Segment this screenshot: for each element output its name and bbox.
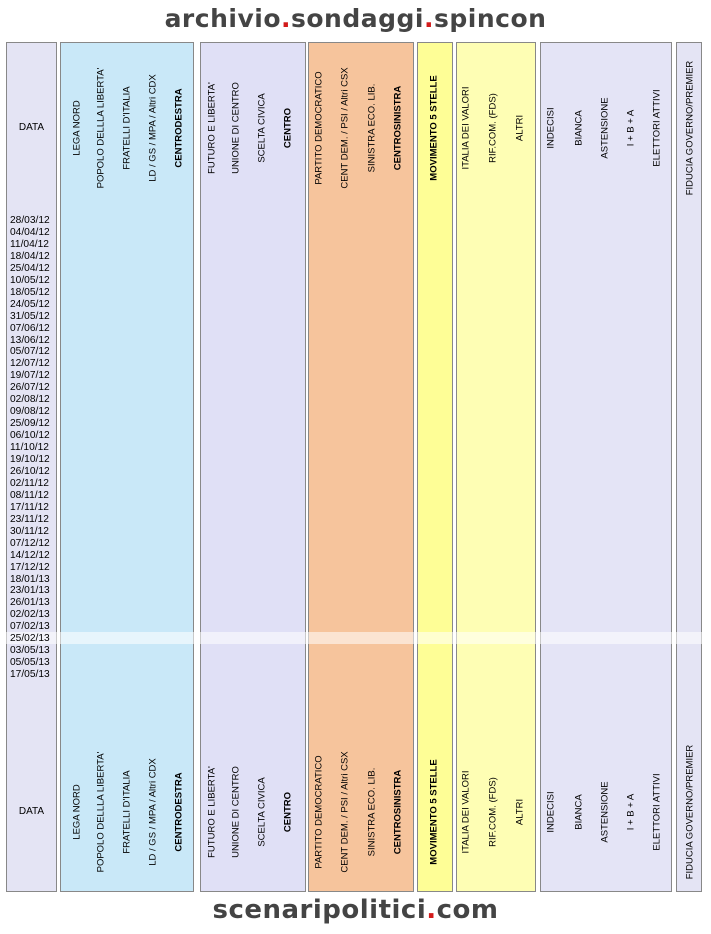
row-date: 04/04/12: [10, 226, 50, 238]
election-row-highlight: [6, 632, 702, 644]
bottom-header-csx: CENTROSINISTRA: [392, 769, 404, 855]
top-header-cen: CENTRO: [282, 107, 294, 149]
row-date: 25/04/12: [10, 262, 50, 274]
top-header-csx: CENTROSINISTRA: [392, 85, 404, 171]
bottom-header-ld: LD / GS / MPA / Altri CDX: [147, 758, 159, 866]
bottom-header-m5s: MOVIMENTO 5 STELLE: [428, 759, 440, 865]
row-date: 24/05/12: [10, 298, 50, 310]
row-date: 17/12/12: [10, 561, 50, 573]
top-header-sel: SINISTRA ECO. LIB.: [366, 83, 378, 173]
row-date: 02/08/12: [10, 394, 50, 406]
top-header-fid: FIDUCIA GOVERNO/PREMIER: [684, 60, 696, 196]
row-date: 05/07/12: [10, 346, 50, 358]
row-date: 30/11/12: [10, 525, 49, 537]
bottom-header-cdx: CENTRODESTRA: [173, 772, 185, 852]
bottom-header-ind: INDECISI: [545, 791, 557, 833]
site-title-top: archivio.sondaggi.spincon: [164, 4, 547, 33]
undecided-block: [540, 42, 672, 892]
top-header-pdl: POPOLO DELLLA LIBERTA': [95, 67, 107, 189]
bottom-header-lega: LEGA NORD: [71, 784, 83, 840]
bottom-header-fli: FUTURO E LIBERTA': [206, 766, 218, 858]
bottom-header-pd: PARTITO DEMOCRATICO: [313, 755, 325, 869]
top-header-rc: RIF.COM. (FDS): [487, 93, 499, 163]
top-header-alt: ALTRI: [514, 114, 526, 142]
row-date: 26/07/12: [10, 382, 50, 394]
row-date: 25/02/13: [10, 633, 50, 645]
bottom-date-label: DATA: [18, 806, 45, 817]
row-date: 06/10/12: [10, 430, 50, 442]
row-date: 17/05/13: [10, 669, 50, 681]
bottom-header-sc: SCELTA CIVICA: [256, 777, 268, 847]
top-header-cdx: CENTRODESTRA: [173, 88, 185, 168]
row-date: 23/01/13: [10, 585, 50, 597]
top-header-pd: PARTITO DEMOCRATICO: [313, 71, 325, 185]
top-header-bia: BIANCA: [573, 110, 585, 146]
row-date: 28/03/12: [10, 215, 50, 226]
row-date: 12/07/12: [10, 358, 50, 370]
row-date: 02/11/12: [10, 477, 49, 489]
bottom-header-cd: CENT DEM. / PSI / Altri CSX: [339, 751, 351, 873]
top-header-ast: ASTENSIONE: [599, 97, 611, 159]
bottom-header-sel: SINISTRA ECO. LIB.: [366, 767, 378, 857]
bottom-header-udc: UNIONE DI CENTRO: [230, 766, 242, 858]
row-date: 26/01/13: [10, 597, 50, 609]
bottom-header-ibA: I + B + A: [625, 793, 637, 831]
top-header-ele: ELETTORI ATTIVI: [651, 89, 663, 167]
bottom-header-bia: BIANCA: [573, 794, 585, 830]
bottom-header-idv: ITALIA DEI VALORI: [460, 770, 472, 854]
row-date: 07/02/13: [10, 621, 50, 633]
top-header-ibA: I + B + A: [625, 109, 637, 147]
row-date: 14/12/12: [10, 549, 50, 561]
row-date: 03/05/13: [10, 645, 50, 657]
row-date: 11/10/12: [10, 442, 49, 454]
bottom-header-cen: CENTRO: [282, 791, 294, 833]
row-date: 07/06/12: [10, 322, 50, 334]
row-date: 26/10/12: [10, 465, 50, 477]
row-date: 08/11/12: [10, 489, 49, 501]
bottom-header-fdi: FRATELLI D'ITALIA: [121, 770, 133, 854]
row-date: 19/07/12: [10, 370, 50, 382]
row-date: 23/11/12: [10, 513, 49, 525]
row-date: 10/05/12: [10, 274, 50, 286]
bottom-header-fid: FIDUCIA GOVERNO/PREMIER: [684, 744, 696, 880]
row-date: 19/10/12: [10, 454, 50, 465]
top-header-sc: SCELTA CIVICA: [256, 93, 268, 163]
row-date: 18/05/12: [10, 286, 50, 298]
top-header-lega: LEGA NORD: [71, 100, 83, 156]
bottom-header-pdl: POPOLO DELLLA LIBERTA': [95, 751, 107, 873]
top-header-fli: FUTURO E LIBERTA': [206, 82, 218, 174]
top-header-ind: INDECISI: [545, 107, 557, 149]
top-date-label: DATA: [18, 122, 45, 133]
row-date: 31/05/12: [10, 310, 50, 322]
top-header-ld: LD / GS / MPA / Altri CDX: [147, 74, 159, 182]
row-date: 17/11/12: [10, 501, 49, 513]
row-date: 02/02/13: [10, 609, 50, 621]
top-header-cd: CENT DEM. / PSI / Altri CSX: [339, 67, 351, 189]
row-date: 09/08/12: [10, 406, 50, 418]
bottom-header-ele: ELETTORI ATTIVI: [651, 773, 663, 851]
site-title-bottom: scenaripolitici.com: [212, 895, 499, 925]
top-header-idv: ITALIA DEI VALORI: [460, 86, 472, 170]
row-date: 13/06/12: [10, 334, 50, 346]
bottom-header-rc: RIF.COM. (FDS): [487, 777, 499, 847]
top-header-udc: UNIONE DI CENTRO: [230, 82, 242, 174]
row-date: 25/09/12: [10, 418, 50, 430]
row-date: 18/04/12: [10, 250, 50, 262]
bottom-header-alt: ALTRI: [514, 798, 526, 826]
top-header-fdi: FRATELLI D'ITALIA: [121, 86, 133, 170]
row-date: 11/04/12: [10, 238, 49, 250]
row-date: 05/05/13: [10, 657, 50, 669]
top-header-m5s: MOVIMENTO 5 STELLE: [428, 75, 440, 181]
row-date: 18/01/13: [10, 573, 50, 585]
bottom-header-ast: ASTENSIONE: [599, 781, 611, 843]
row-date: 07/12/12: [10, 537, 50, 549]
